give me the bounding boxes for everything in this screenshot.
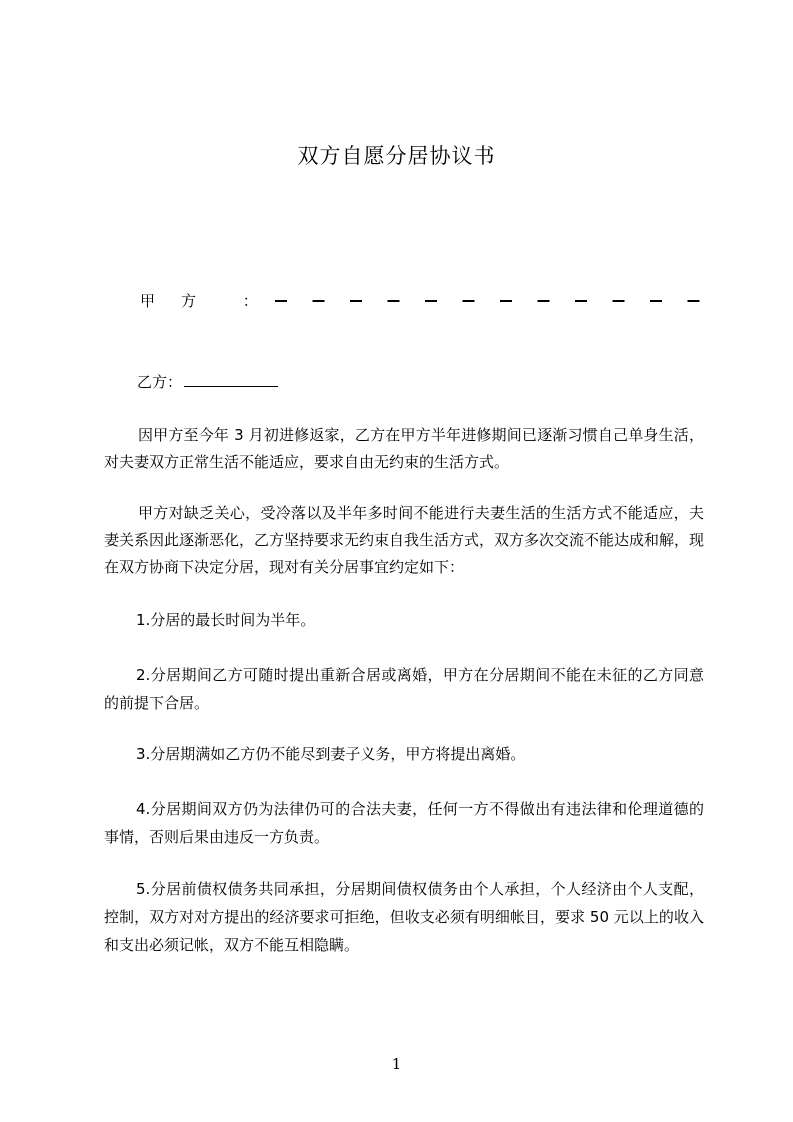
party-b-line [137, 371, 278, 392]
party-a-colon: ： [242, 292, 258, 310]
party-a-blank [275, 300, 705, 302]
agreement-item: 4.分居期间双方仍为法律仍可的合法夫妻，任何一方不得做出有违法律和伦理道德的事情，否则后果由违反一方负责。 [104, 800, 704, 846]
agreement-item: 2.分居期间乙方可随时提出重新合居或离婚，甲方在分居期间不能在未征的乙方同意的前提下合居。 [104, 666, 704, 712]
party-a-line [140, 290, 258, 311]
document-title: 双方自愿分居协议书 [297, 144, 496, 168]
paragraph: 甲方对缺乏关心，受冷落以及半年多时间不能进行夫妻生活的生活方式不能适应，夫妻关系因此逐渐恶化，乙方坚持要求无约束自我生活方式，双方多次交流不能达成和解，现在双方协商下决定分居，现对有关分居事宜约定如下： [104, 504, 705, 576]
agreement-item: 5.分居前债权债务共同承担，分居期间债权债务由个人承担，个人经济由个人支配，控制，双方对对方提出的经济要求可拒绝，但收支必须有明细帐目，要求 50 元以上的收入和支出必须记帐，双方不能互相隐瞒。 [104, 880, 704, 954]
party-a-label: 甲方 [140, 292, 223, 310]
agreement-item: 1.分居的最长时间为半年。 [136, 611, 316, 629]
paragraph: 因甲方至今年 3 月初进修返家，乙方在甲方半年进修期间已逐渐习惯自己单身生活，对夫妻双方正常生活不能适应，要求自由无约束的生活方式。 [104, 426, 704, 471]
agreement-item: 3.分居期满如乙方仍不能尽到妻子义务，甲方将提出离婚。 [136, 745, 526, 763]
page-number: 1 [391, 1055, 402, 1073]
party-b-blank [184, 372, 278, 387]
party-b-label: 乙方： [137, 373, 183, 391]
